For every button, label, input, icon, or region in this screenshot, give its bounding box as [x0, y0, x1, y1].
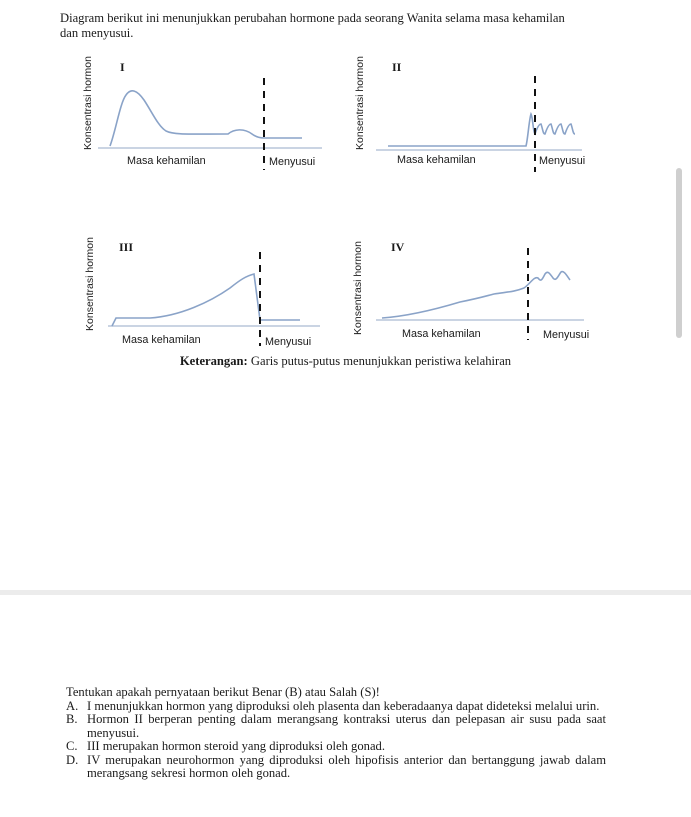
option-text: I menunjukkan hormon yang diproduksi oleh plasenta dan keberadaanya dapat dideteksi melalui urin.	[87, 698, 600, 713]
x-label-lactation: Menyusui	[543, 329, 590, 341]
option-key: A.	[66, 698, 79, 713]
x-label-lactation: Menyusui	[265, 336, 312, 348]
option-key: D.	[66, 752, 79, 767]
question-instruction: Tentukan apakah pernyataan berikut Benar (B) atau Salah (S)!	[66, 685, 380, 699]
y-axis-label: Konsentrasi hormon	[354, 56, 366, 150]
intro-text: Diagram berikut ini menunjukkan perubahan hormone pada seorang Wanita selama masa kehamilan dan menyusui.	[60, 11, 565, 40]
caption-text: Garis putus-putus menunjukkan peristiwa kelahiran	[250, 354, 512, 368]
x-label-pregnancy: Masa kehamilan	[402, 328, 481, 340]
y-axis-label: Konsentrasi hormon	[352, 241, 364, 335]
option-a	[66, 700, 606, 714]
option-text: IV merupakan neurohormon yang diproduksi oleh hipofisis anterior dan bertanggung jawab dalam merangsang sekresi hormon oleh gonad.	[87, 752, 606, 780]
x-label-pregnancy: Masa kehamilan	[127, 155, 206, 167]
graph-number: I	[120, 60, 125, 74]
option-c	[66, 740, 606, 754]
graph-number: IV	[391, 240, 405, 254]
option-key: C.	[66, 739, 78, 753]
y-axis-label: Konsentrasi hormon	[84, 237, 96, 331]
section-divider	[0, 590, 691, 595]
x-label-pregnancy: Masa kehamilan	[122, 334, 201, 346]
option-key: B.	[66, 712, 78, 726]
x-label-pregnancy: Masa kehamilan	[397, 154, 476, 166]
option-text: Hormon II berperan penting dalam merangsang kontraksi uterus dan pelepasan air susu pada saat menyusui.	[87, 712, 606, 740]
option-b	[66, 713, 606, 740]
option-text: III merupakan hormon steroid yang diproduksi oleh gonad.	[87, 739, 385, 753]
graph-number: II	[392, 60, 402, 74]
scrollbar-thumb[interactable]	[676, 168, 682, 338]
caption-label: Keterangan:	[179, 354, 248, 368]
question-block	[66, 686, 606, 781]
x-label-lactation: Menyusui	[269, 156, 316, 168]
hormone-curve	[382, 272, 570, 318]
caption-note	[0, 354, 691, 369]
option-d	[66, 754, 606, 781]
y-axis-label: Konsentrasi hormon	[82, 56, 94, 150]
graph-number: III	[119, 240, 134, 254]
x-label-lactation: Menyusui	[539, 155, 586, 167]
